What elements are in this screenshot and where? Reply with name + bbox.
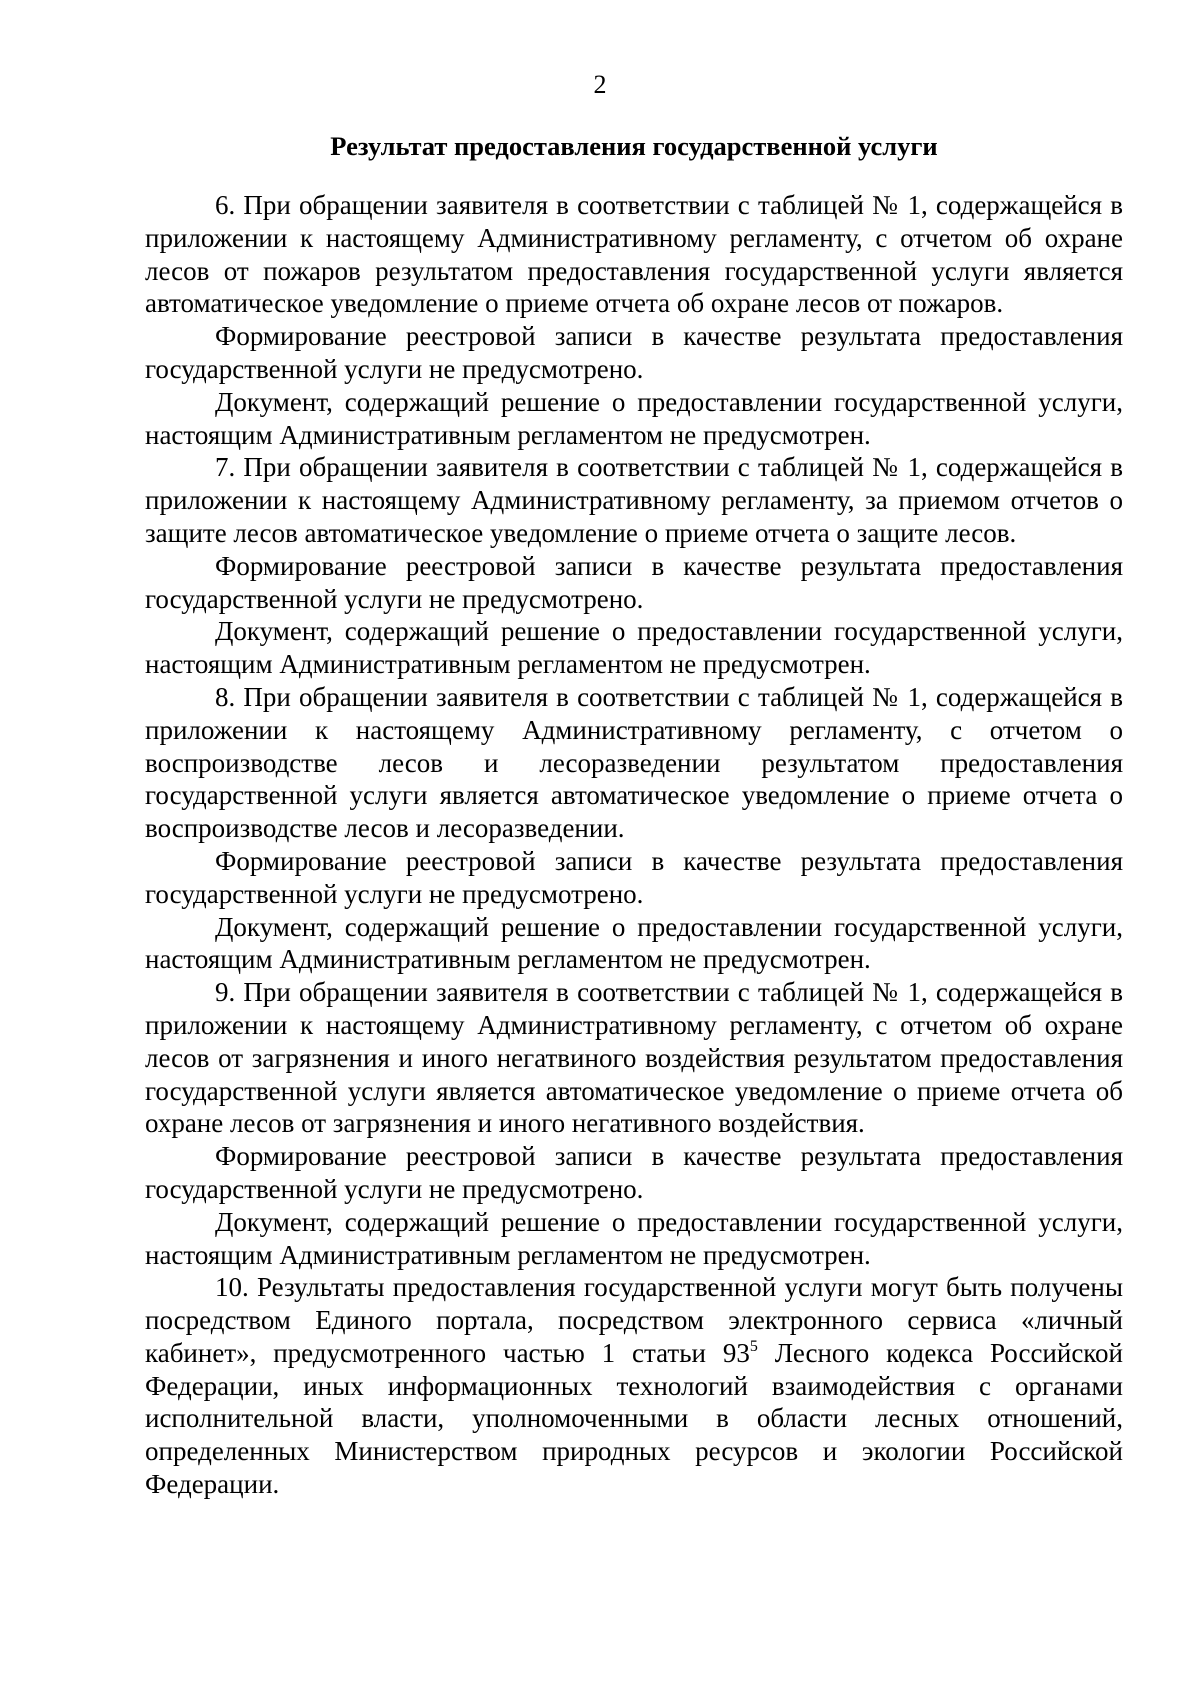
paragraph-6: 6. При обращении заявителя в соответствии с таблицей № 1, содержащейся в приложении к настоящему Административному регламенту, с отчетом об охране лесов от пожаров результатом предоставления государственной услуги является автоматическое уведомление о приеме отчета об охране лесов от пожаров. <box>145 190 1123 319</box>
paragraph-10-text-start: 10. Результаты предоставления государственной услуги могут быть получены посредством Единого портала, посредством электронного сервиса «личный кабинет», предусмотренного частью 1 статьи 93 <box>145 1272 1123 1368</box>
document-body <box>145 189 1123 1501</box>
page-number: 2 <box>593 70 607 99</box>
paragraph-10 <box>145 1271 1123 1501</box>
section-heading: Результат предоставления государственной услуги <box>330 131 938 161</box>
paragraph-9: 9. При обращении заявителя в соответствии с таблицей № 1, содержащейся в приложении к настоящему Административному регламенту, с отчетом об охране лесов от загрязнения и иного негатвиного воздействия результатом предоставления государственной услуги является автоматическое уведомление о приеме отчета об охране лесов от загрязнения и иного негативного воздействия. <box>145 977 1123 1139</box>
paragraph-6-registry-note: Формирование реестровой записи в качестве результата предоставления государственной услуги не предусмотрено. <box>145 321 1123 384</box>
paragraph-8: 8. При обращении заявителя в соответствии с таблицей № 1, содержащейся в приложении к настоящему Административному регламенту, с отчетом о воспроизводстве лесов и лесоразведении результатом предоставления государственной услуги является автоматическое уведомление о приеме отчета о воспроизводстве лесов и лесоразведении. <box>145 681 1123 844</box>
paragraph-10-text-end: Лесного кодекса Российской Федерации, иных информационных технологий взаимодействия с органами исполнительной власти, уполномоченными в области лесных отношений, определенных Министерством природных ресурсов и экологии Российской Федерации. <box>145 1337 1123 1500</box>
article-superscript: 5 <box>749 1337 758 1355</box>
paragraph-8-registry-note: Формирование реестровой записи в качестве результата предоставления государственной услуги не предусмотрено. <box>145 845 1123 909</box>
paragraph-6-decision-note: Документ, содержащий решение о предоставлении государственной услуги, настоящим Административным регламентом не предусмотрен. <box>145 386 1123 450</box>
paragraph-7: 7. При обращении заявителя в соответствии с таблицей № 1, содержащейся в приложении к настоящему Административному регламенту, за приемом отчетов о защите лесов автоматическое уведомление о приеме отчета о защите лесов. <box>145 452 1123 548</box>
paragraph-7-registry-note: Формирование реестровой записи в качестве результата предоставления государственной услуги не предусмотрено. <box>145 550 1123 614</box>
paragraph-7-decision-note: Документ, содержащий решение о предоставлении государственной услуги, настоящим Административным регламентом не предусмотрен. <box>145 616 1123 680</box>
paragraph-9-registry-note: Формирование реестровой записи в качестве результата предоставления государственной услуги не предусмотрено. <box>145 1141 1123 1204</box>
paragraph-9-decision-note: Документ, содержащий решение о предоставлении государственной услуги, настоящим Административным регламентом не предусмотрен. <box>145 1206 1123 1270</box>
paragraph-8-decision-note: Документ, содержащий решение о предоставлении государственной услуги, настоящим Административным регламентом не предусмотрен. <box>145 911 1123 975</box>
